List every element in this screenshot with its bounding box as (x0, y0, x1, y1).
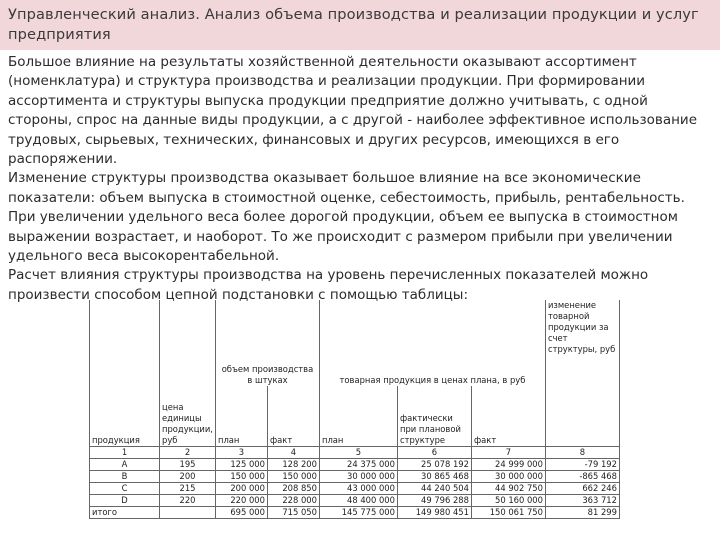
price-cell: 220 (160, 494, 216, 506)
table-row (90, 494, 620, 506)
price-cell: 195 (160, 458, 216, 470)
table-row (90, 458, 620, 470)
col-number: 2 (160, 446, 216, 458)
plan-val-cell: 30 000 000 (319, 470, 397, 482)
paragraph-2: Изменение структуры производства оказывает большое влияние на все экономические показатели: объем выпуска в стоимостной оценке, себестоимость, прибыль, рентабельность. При увеличении удельного веса более дорогой продукции, объем ее выпуска в стоимостном выражении возрастает, и наоборот. То же происходит с размером прибыли при увеличении удельного веса высокорентабельной. (8, 170, 685, 265)
slide-title: Управленческий анализ. Анализ объема производства и реализации продукции и услуг предприятия (8, 6, 699, 43)
header-change: изменение товарной продукции за счет структуры, руб (545, 300, 619, 446)
col-number: 1 (90, 446, 160, 458)
change-cell: -79 192 (545, 458, 619, 470)
slide-title-bar (0, 0, 720, 50)
plan-qty-cell: 150 000 (215, 470, 267, 482)
header-price: цена единицы продукции, руб (160, 300, 216, 446)
plan-qty-cell: 220 000 (215, 494, 267, 506)
total-fact-val: 150 061 750 (471, 506, 545, 518)
product-cell: C (90, 482, 160, 494)
table-row (90, 482, 620, 494)
fact-plan-structure-cell: 49 796 288 (397, 494, 471, 506)
header-volume: объем производства в штуках (215, 300, 319, 386)
fact-val-cell: 24 999 000 (471, 458, 545, 470)
total-row (90, 506, 620, 518)
product-cell: A (90, 458, 160, 470)
change-cell: 363 712 (545, 494, 619, 506)
fact-plan-structure-cell: 30 865 468 (397, 470, 471, 482)
total-fact-plan-structure: 149 980 451 (397, 506, 471, 518)
fact-plan-structure-cell: 25 078 192 (397, 458, 471, 470)
plan-val-cell: 43 000 000 (319, 482, 397, 494)
product-cell: D (90, 494, 160, 506)
fact-plan-structure-cell: 44 240 504 (397, 482, 471, 494)
plan-val-cell: 24 375 000 (319, 458, 397, 470)
table-row (90, 470, 620, 482)
column-number-row (90, 446, 620, 458)
total-fact-qty: 715 050 (267, 506, 319, 518)
header-product: продукция (90, 300, 160, 446)
header-plan-qty: план (215, 386, 267, 446)
fact-qty-cell: 150 000 (267, 470, 319, 482)
total-price-empty (160, 506, 216, 518)
total-plan-val: 145 775 000 (319, 506, 397, 518)
structure-table (89, 300, 620, 519)
paragraph-3: Расчет влияния структуры производства на уровень перечисленных показателей можно произвести способом цепной подстановки с помощью таблицы: (8, 267, 649, 303)
col-number: 8 (545, 446, 619, 458)
change-cell: 662 246 (545, 482, 619, 494)
plan-val-cell: 48 400 000 (319, 494, 397, 506)
fact-val-cell: 44 902 750 (471, 482, 545, 494)
col-number: 5 (319, 446, 397, 458)
price-cell: 200 (160, 470, 216, 482)
header-plan-val: план (319, 386, 397, 446)
col-number: 7 (471, 446, 545, 458)
body-text (8, 53, 714, 305)
product-cell: B (90, 470, 160, 482)
fact-val-cell: 30 000 000 (471, 470, 545, 482)
col-number: 3 (215, 446, 267, 458)
header-fact-val: факт (471, 386, 545, 446)
plan-qty-cell: 200 000 (215, 482, 267, 494)
header-market: товарная продукция в ценах плана, в руб (319, 300, 545, 386)
fact-val-cell: 50 160 000 (471, 494, 545, 506)
paragraph-1: Большое влияние на результаты хозяйственной деятельности оказывают ассортимент (номенклатура) и структура производства и реализации продукции. При формировании ассортимента и структуры выпуска продукции предприятие должно учитывать, с одной стороны, спрос на данные виды продукции, а с другой - наиболее эффективное использование трудовых, сырьевых, технических, финансовых и других ресурсов, имеющихся в его распоряжении. (8, 54, 698, 168)
col-number: 6 (397, 446, 471, 458)
price-cell: 215 (160, 482, 216, 494)
total-label: итого (90, 506, 160, 518)
header-fact-qty: факт (267, 386, 319, 446)
change-cell: -865 468 (545, 470, 619, 482)
total-change: 81 299 (545, 506, 619, 518)
col-number: 4 (267, 446, 319, 458)
header-fact-plan-structure: фактически при плановой структуре (397, 386, 471, 446)
plan-qty-cell: 125 000 (215, 458, 267, 470)
total-plan-qty: 695 000 (215, 506, 267, 518)
fact-qty-cell: 228 000 (267, 494, 319, 506)
fact-qty-cell: 128 200 (267, 458, 319, 470)
fact-qty-cell: 208 850 (267, 482, 319, 494)
